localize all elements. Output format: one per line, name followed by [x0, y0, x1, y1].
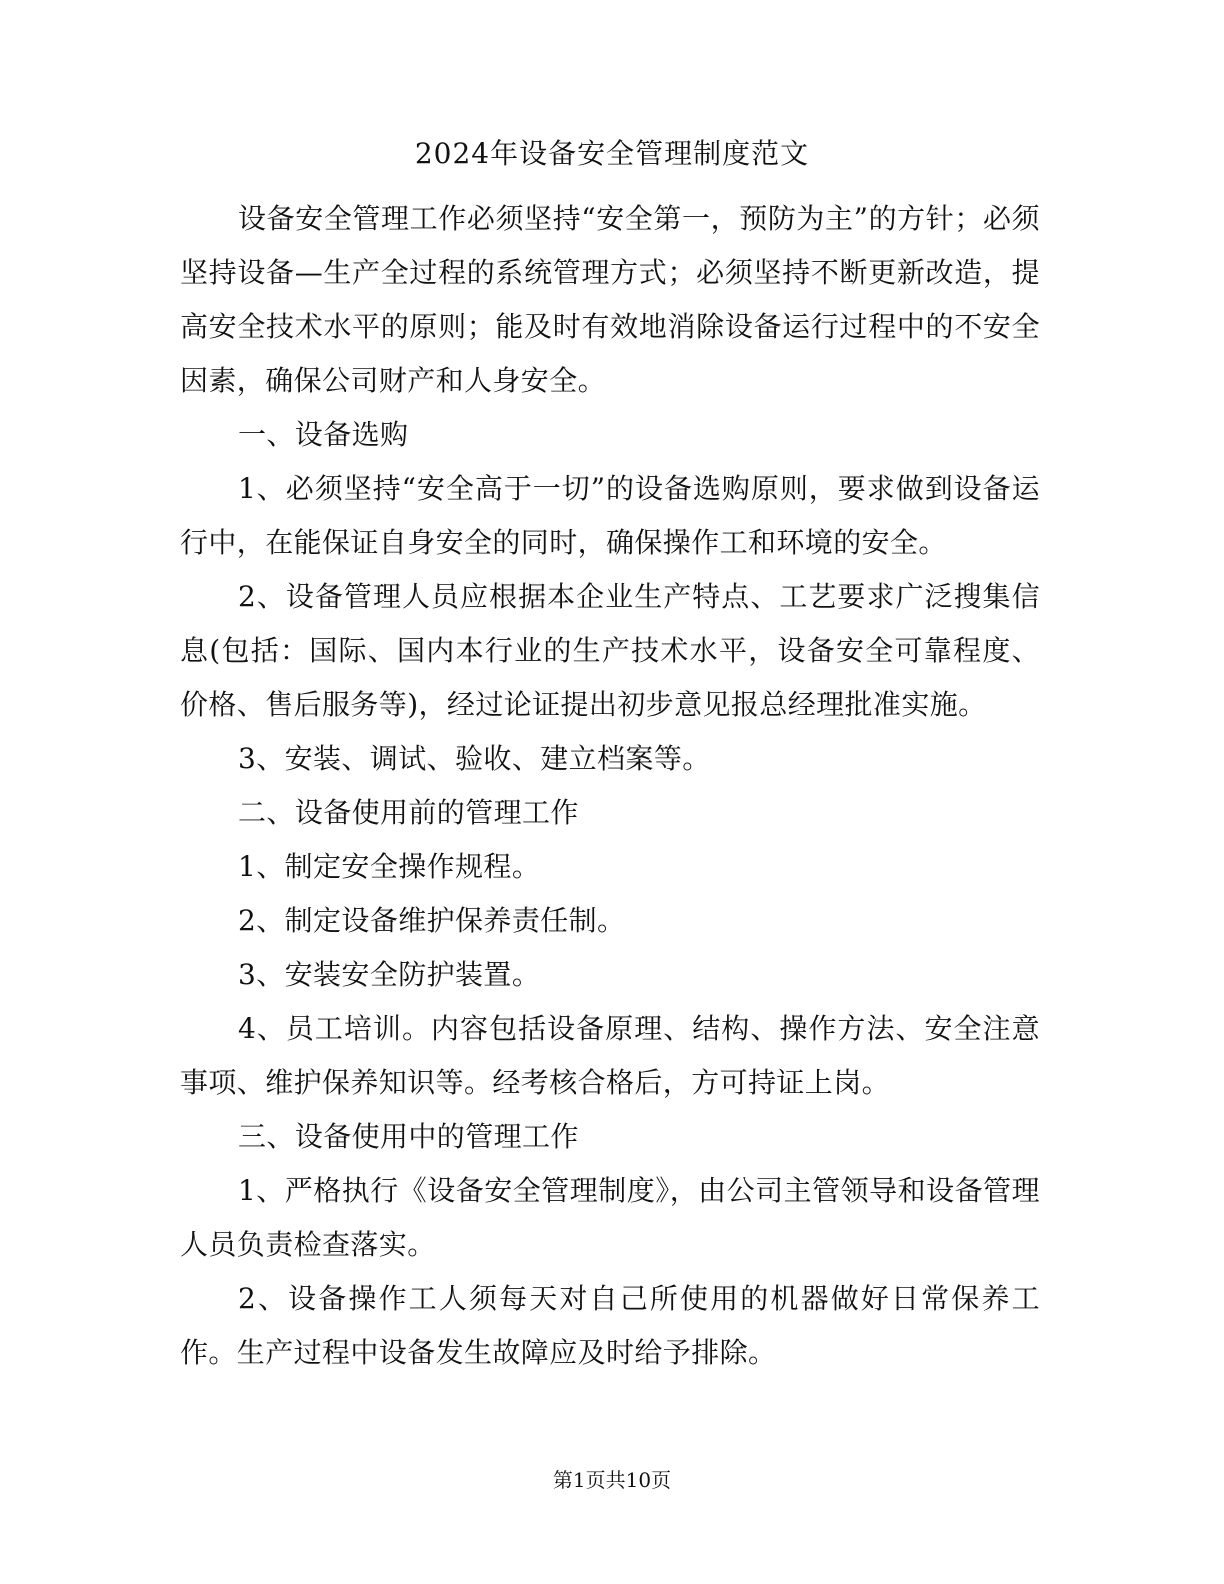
section-1-item-2: 2、设备管理人员应根据本企业生产特点、工艺要求广泛搜集信息(包括：国际、国内本行业的生产技术水平，设备安全可靠程度、价格、售后服务等)，经过论证提出初步意见报总经理批准实施。 [180, 580, 1040, 721]
section-1-item-3: 3、安装、调试、验收、建立档案等。 [238, 742, 711, 775]
document-body [180, 192, 1040, 1380]
section-heading-3: 三、设备使用中的管理工作 [238, 1120, 579, 1153]
page-number-footer: 第1页共10页 [552, 1468, 672, 1492]
document-title: 2024年设备安全管理制度范文 [414, 137, 810, 170]
intro-paragraph: 设备安全管理工作必须坚持“安全第一，预防为主”的方针；必须坚持设备—生产全过程的系统管理方式；必须坚持不断更新改造，提高安全技术水平的原则；能及时有效地消除设备运行过程中的不安全因素，确保公司财产和人身安全。 [180, 202, 1040, 397]
section-heading-2: 二、设备使用前的管理工作 [238, 796, 579, 829]
section-heading-1: 一、设备选购 [238, 418, 409, 451]
section-3-item-2: 2、设备操作工人须每天对自己所使用的机器做好日常保养工作。生产过程中设备发生故障应及时给予排除。 [180, 1282, 1040, 1369]
section-2-item-2: 2、制定设备维护保养责任制。 [238, 904, 626, 937]
section-2-item-1: 1、制定安全操作规程。 [238, 850, 541, 883]
section-2-item-4: 4、员工培训。内容包括设备原理、结构、操作方法、安全注意事项、维护保养知识等。经考核合格后，方可持证上岗。 [180, 1012, 1040, 1099]
section-1-item-1: 1、必须坚持“安全高于一切”的设备选购原则，要求做到设备运行中，在能保证自身安全的同时，确保操作工和环境的安全。 [180, 472, 1040, 559]
section-2-item-3: 3、安装安全防护装置。 [238, 958, 541, 991]
section-3-item-1: 1、严格执行《设备安全管理制度》，由公司主管领导和设备管理人员负责检查落实。 [180, 1174, 1040, 1261]
